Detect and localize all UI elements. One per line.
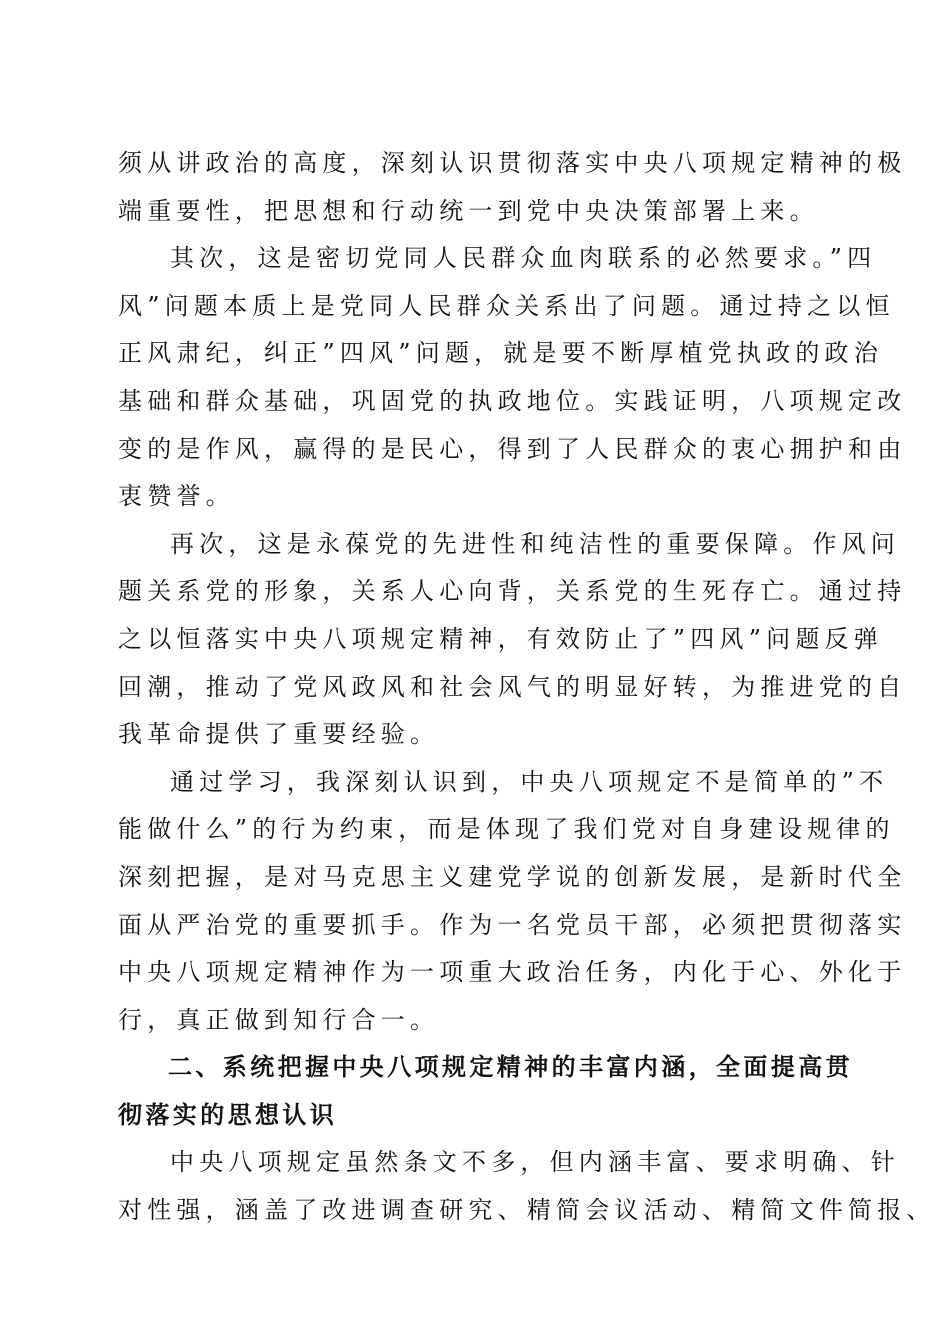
text-line: 衷赞誉。 — [118, 482, 235, 511]
text-line: 端重要性，把思想和行动统一到党中央决策部署上来。 — [118, 196, 819, 225]
paragraph-thirdly — [118, 521, 907, 759]
text-line: 能做什么”的行为约束，而是体现了我们党对自身建设规律的 — [118, 815, 895, 844]
text-line: 行，真正做到知行合一。 — [118, 1005, 440, 1034]
text-line: 其次，这是密切党同人民群众血肉联系的必然要求。”四 — [170, 244, 877, 273]
text-line: 通过学习，我深刻认识到，中央八项规定不是简单的”不 — [170, 767, 889, 796]
text-line: 基础和群众基础，巩固党的执政地位。实践证明，八项规定改 — [118, 386, 907, 415]
paragraph-continuation — [118, 140, 907, 235]
text-line: 须从讲政治的高度，深刻认识贯彻落实中央八项规定精神的极 — [118, 149, 907, 177]
text-line: 正风肃纪，纠正”四风”问题，就是要不断厚植党执政的政治 — [118, 339, 883, 368]
text-line: 面从严治党的重要抓手。作为一名党员干部，必须把贯彻落实 — [118, 910, 907, 939]
paragraph-through-study — [118, 759, 907, 1045]
text-line: 中央八项规定精神作为一项重大政治任务，内化于心、外化于 — [118, 958, 907, 987]
text-line: 再次，这是永葆党的先进性和纯洁性的重要保障。作风问 — [170, 529, 900, 558]
heading-line: 彻落实的思想认识 — [118, 1100, 338, 1129]
paragraph-secondly — [118, 235, 907, 521]
paragraph-eight-rules — [118, 1139, 936, 1234]
text-line: 深刻把握，是对马克思主义建党学说的创新发展，是新时代全 — [118, 862, 907, 891]
text-line: 回潮，推动了党风政风和社会风气的明显好转，为推进党的自 — [118, 672, 907, 701]
text-line: 之以恒落实中央八项规定精神，有效防止了”四风”问题反弹 — [118, 624, 883, 653]
section-heading — [118, 1044, 853, 1139]
text-line: 我革命提供了重要经验。 — [118, 720, 440, 749]
text-line: 题关系党的形象，关系人心向背，关系党的生死存亡。通过持 — [118, 577, 907, 606]
text-line: 中央八项规定虽然条文不多，但内涵丰富、要求明确、针 — [170, 1148, 900, 1177]
text-line: 对性强，涵盖了改进调查研究、精简会议活动、精简文件简报、 — [118, 1196, 936, 1225]
text-line: 变的是作风，赢得的是民心，得到了人民群众的衷心拥护和由 — [118, 434, 907, 463]
document-page — [118, 140, 936, 1235]
heading-line: 二、系统把握中央八项规定精神的丰富内涵，全面提高贯 — [168, 1053, 853, 1082]
text-line: 风”问题本质上是党同人民群众关系出了问题。通过持之以恒 — [118, 291, 895, 320]
